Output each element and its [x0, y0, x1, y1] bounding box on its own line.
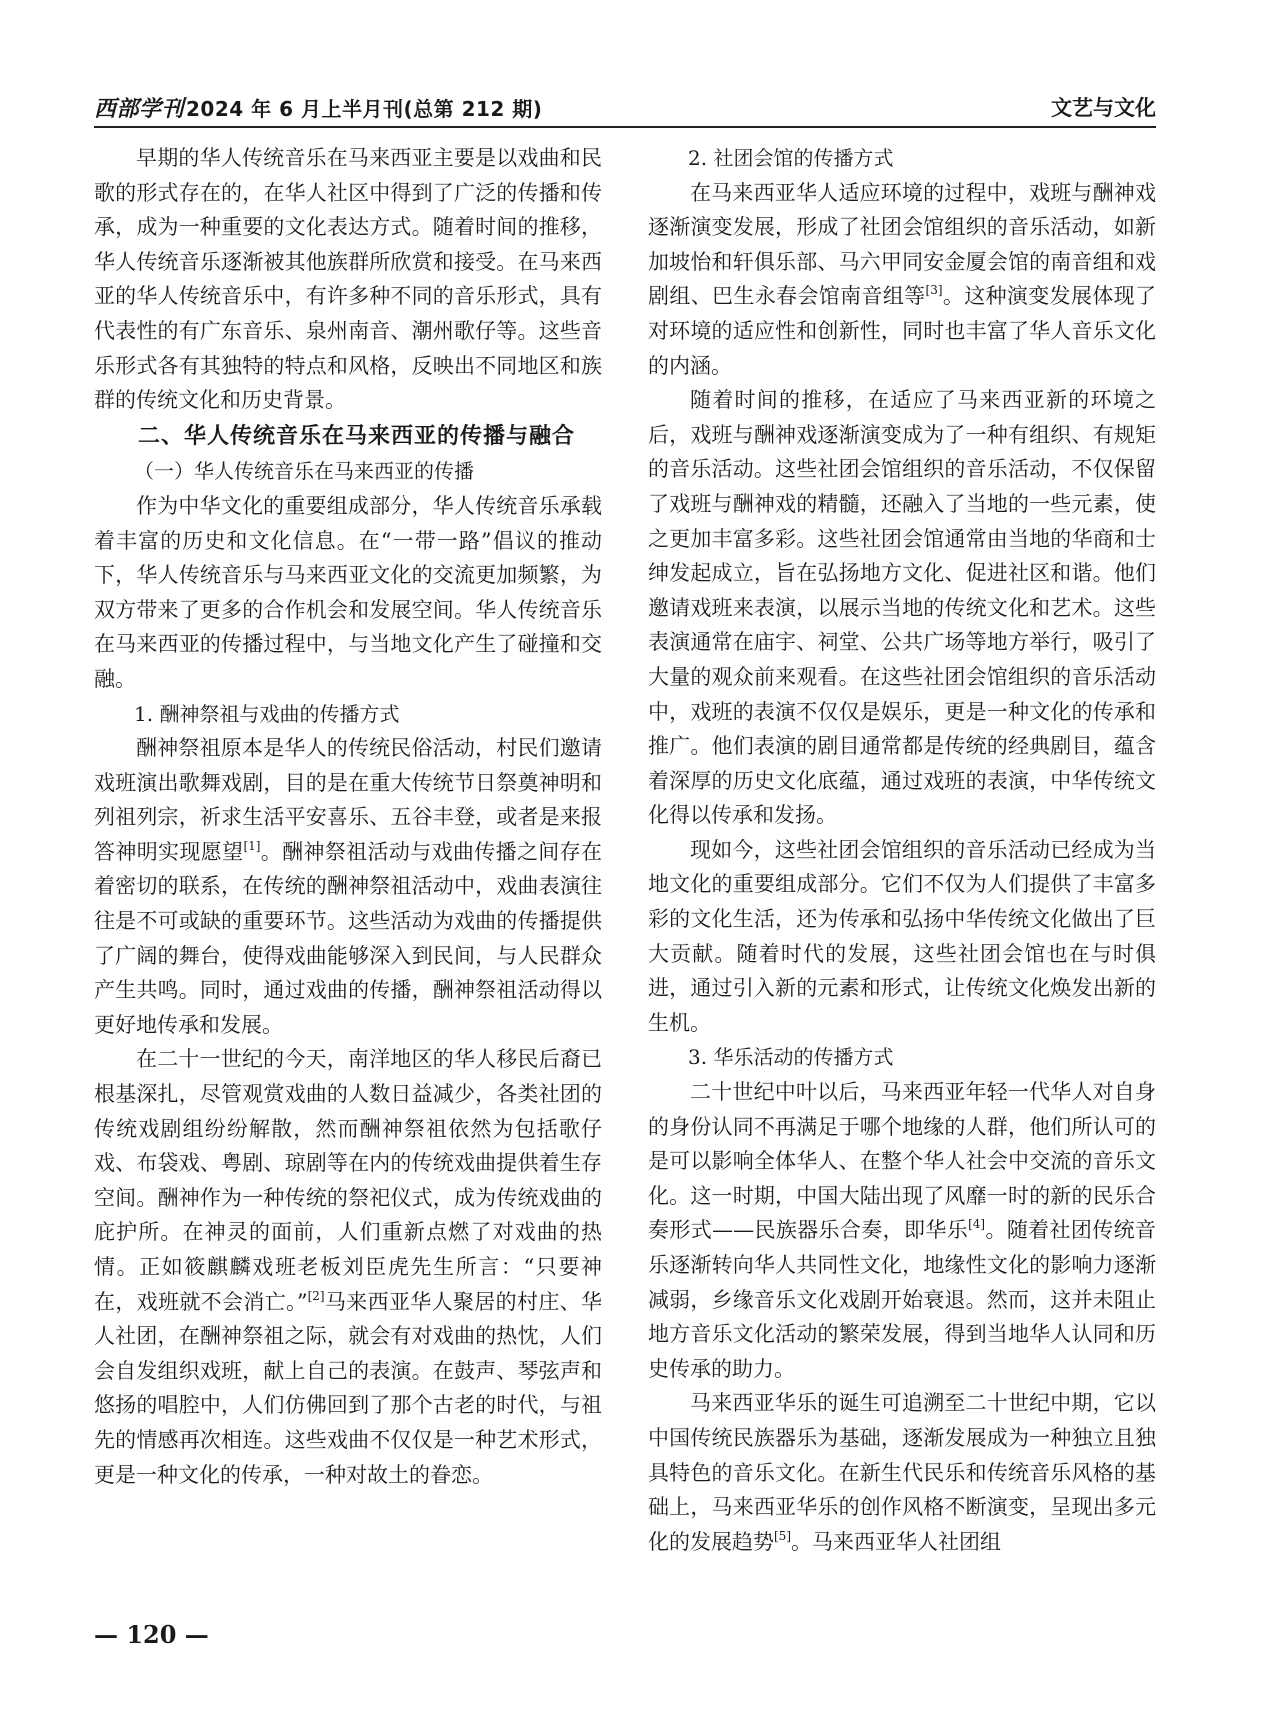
journal-logo: 西部学刊 — [94, 97, 185, 122]
text-run: 。随着社团传统音乐逐渐转向华人共同性文化，地缘性文化的影响力逐渐减弱，乡缘音乐文化戏剧开始衰退。然而，这并未阻止地方音乐文化活动的繁荣发展，得到当地华人认同和历史传承的助力。 — [648, 1218, 1157, 1381]
citation: [4] — [968, 1217, 986, 1232]
text-run: 马来西亚华乐的诞生可追溯至二十世纪中期，它以中国传统民族器乐为基础，逐渐发展成为一种独立且独具特色的音乐文化。在新生代民乐和传统音乐风格的基础上，马来西亚华乐的创作风格不断演变，呈现出多元化的发展趋势 — [648, 1391, 1156, 1554]
text-run: 马来西亚华人聚居的村庄、华人社团，在酬神祭祖之际，就会有对戏曲的热忱，人们会自发组织戏班，献上自己的表演。在鼓声、琴弦声和悠扬的唱腔中，人们仿佛回到了那个古老的时代，与祖先的情感再次相连。这些戏曲不仅仅是一种艺术形式，更是一种文化的传承，一种对故土的眷恋。 — [94, 1289, 602, 1487]
section-heading: 二、华人传统音乐在马来西亚的传播与融合 — [138, 423, 576, 449]
journal-title — [94, 92, 542, 123]
subsubsection-heading: 2. 社团会馆的传播方式 — [688, 146, 894, 170]
subsubsection-heading: 1. 酬神祭祖与戏曲的传播方式 — [134, 701, 400, 726]
journal-issue: 2024 年 6 月上半月刊(总第 212 期) — [186, 97, 543, 121]
paragraph: 作为中华文化的重要组成部分，华人传统音乐承载着丰富的历史和文化信息。在“一带一路”倡议的推动下，华人传统音乐与马来西亚文化的交流更加频繁，为双方带来了更多的合作机会和发展空间。华人传统音乐在马来西亚的传播过程中，与当地文化产生了碰撞和交融。 — [94, 493, 602, 691]
page-number: — 120 — — [94, 1620, 209, 1649]
left-column — [94, 141, 602, 1492]
paragraph: 早期的华人传统音乐在马来西亚主要是以戏曲和民歌的形式存在的，在华人社区中得到了广泛的传播和传承，成为一种重要的文化表达方式。随着时间的推移，华人传统音乐逐渐被其他族群所欣赏和接受。在马来西亚的华人传统音乐中，有许多种不同的音乐形式，具有代表性的有广东音乐、泉州南音、潮州歌仔等。这些音乐形式各有其独特的特点和风格，反映出不同地区和族群的传统文化和历史背景。 — [94, 146, 602, 413]
citation: [5] — [774, 1528, 791, 1543]
citation: [2] — [307, 1288, 325, 1303]
paragraph — [648, 1386, 1156, 1559]
text-run: 在马来西亚华人适应环境的过程中，戏班与酬神戏逐渐演变发展，形成了社团会馆组织的音乐活动，如新加坡怡和轩俱乐部、马六甲同安金厦会馆的南音组和戏剧组、巴生永春会馆南音组等 — [648, 180, 1156, 309]
text-run: 酬神祭祖原本是华人的传统民俗活动，村民们邀请戏班演出歌舞戏剧，目的是在重大传统节日祭奠神明和列祖列宗，祈求生活平安喜乐、五谷丰登，或者是来报答神明实现愿望 — [94, 736, 602, 864]
paragraph: 现如今，这些社团会馆组织的音乐活动已经成为当地文化的重要组成部分。它们不仅为人们提供了丰富多彩的文化生活，还为传承和弘扬中华传统文化做出了巨大贡献。随着时代的发展，这些社团会馆也在与时俱进，通过引入新的元素和形式，让传统文化焕发出新的生机。 — [648, 837, 1156, 1035]
citation: [1] — [243, 838, 261, 853]
header-rule — [94, 126, 1156, 128]
paragraph — [648, 176, 1156, 384]
text-run: 在二十一世纪的今天，南洋地区的华人移民后裔已根基深扎，尽管观赏戏曲的人数日益减少，各类社团的传统戏剧组纷纷解散，然而酬神祭祖依然为包括歌仔戏、布袋戏、粤剧、琼剧等在内的传统戏曲提供着生存空间。酬神作为一种传统的祭祀仪式，成为传统戏曲的庇护所。在神灵的面前，人们重新点燃了对戏曲的热情。正如筱麒麟戏班老板刘臣虎先生所言：“只要神在，戏班就不会消亡。” — [94, 1047, 602, 1314]
paragraph — [94, 1042, 602, 1492]
running-header — [94, 88, 1156, 124]
text-run: 。这种演变发展体现了对环境的适应性和创新性，同时也丰富了华人音乐文化的内涵。 — [648, 284, 1157, 378]
subsection-heading: （一）华人传统音乐在马来西亚的传播 — [134, 459, 474, 484]
citation: [3] — [925, 283, 943, 298]
text-run: 。马来西亚华人社团组 — [791, 1529, 1001, 1554]
paragraph — [648, 1075, 1156, 1386]
paragraph — [94, 731, 602, 1042]
section-name: 文艺与文化 — [1051, 96, 1156, 120]
subsubsection-heading: 3. 华乐活动的传播方式 — [688, 1045, 894, 1070]
text-run: 。酬神祭祖活动与戏曲传播之间存在着密切的联系，在传统的酬神祭祖活动中，戏曲表演往往是不可或缺的重要环节。这些活动为戏曲的传播提供了广阔的舞台，使得戏曲能够深入到民间，与人民群众产生共鸣。同时，通过戏曲的传播，酬神祭祖活动得以更好地传承和发展。 — [94, 839, 603, 1037]
paragraph: 随着时间的推移，在适应了马来西亚新的环境之后，戏班与酬神戏逐渐演变成为了一种有组织、有规矩的音乐活动。这些社团会馆组织的音乐活动，不仅保留了戏班与酬神戏的精髓，还融入了当地的一些元素，使之更加丰富多彩。这些社团会馆通常由当地的华商和士绅发起成立，旨在弘扬地方文化、促进社区和谐。他们邀请戏班来表演，以展示当地的传统文化和艺术。这些表演通常在庙宇、祠堂、公共广场等地方举行，吸引了大量的观众前来观看。在这些社团会馆组织的音乐活动中，戏班的表演不仅仅是娱乐，更是一种文化的传承和推广。他们表演的剧目通常都是传统的经典剧目，蕴含着深厚的历史文化底蕴，通过戏班的表演，中华传统文化得以传承和发扬。 — [648, 388, 1156, 828]
right-column — [648, 141, 1156, 1559]
text-run: 二十世纪中叶以后，马来西亚年轻一代华人对自身的身份认同不再满足于哪个地缘的人群，他们所认可的是可以影响全体华人、在整个华人社会中交流的音乐文化。这一时期，中国大陆出现了风靡一时的新的民乐合奏形式——民族器乐合奏，即华乐 — [648, 1080, 1156, 1243]
